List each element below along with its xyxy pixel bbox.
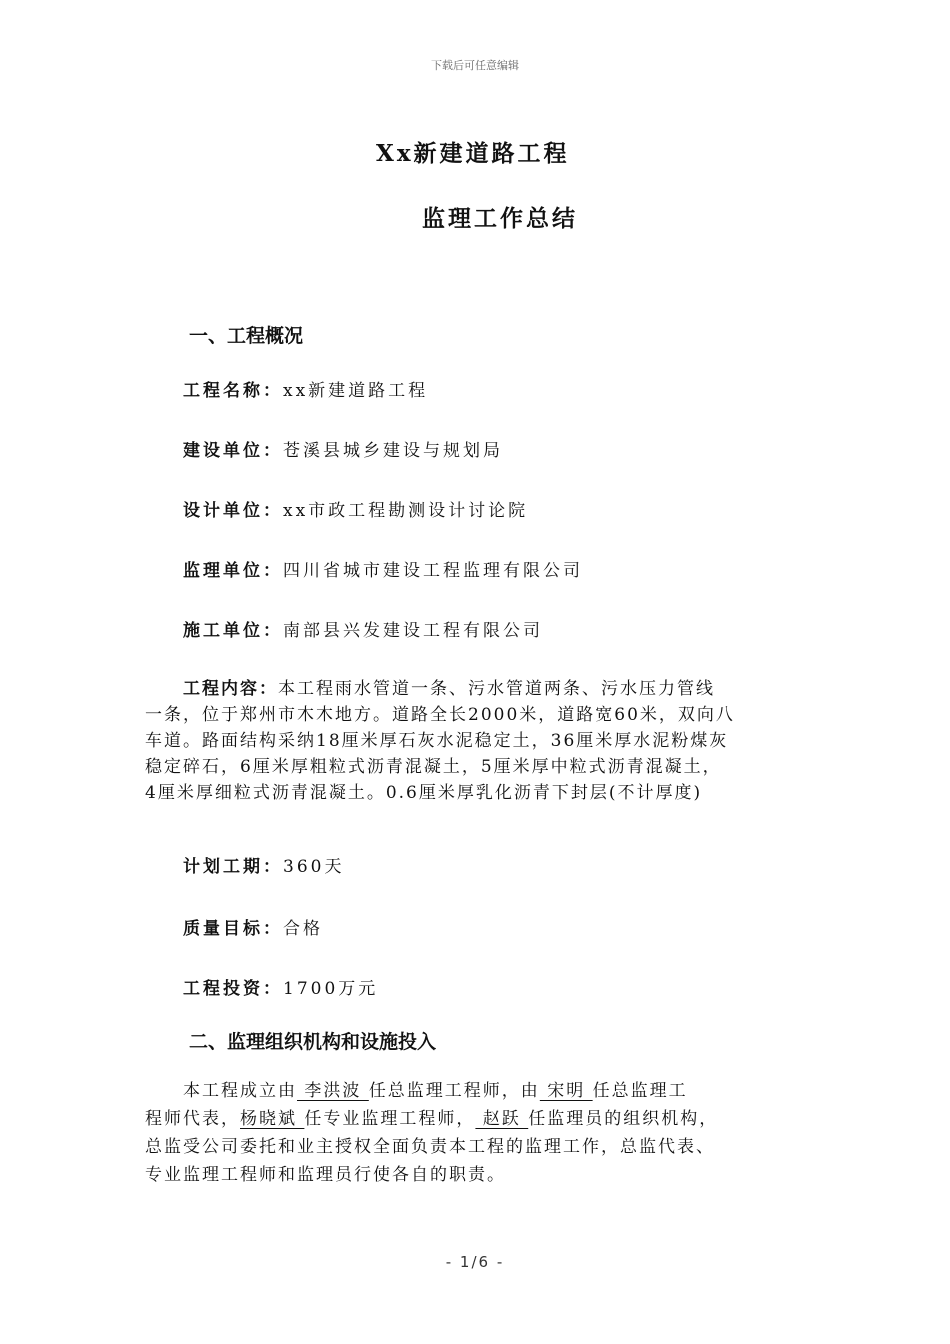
field-owner bbox=[183, 436, 503, 461]
org-text: 程师代表， bbox=[145, 1109, 240, 1129]
field-value: 苍溪县城乡建设与规划局 bbox=[283, 441, 503, 461]
field-label: 设计单位： bbox=[183, 501, 283, 521]
field-label: 工程名称： bbox=[183, 381, 283, 401]
field-value: xx新建道路工程 bbox=[283, 381, 429, 401]
content-line: 一条，位于郑州市木木地方。道路全长2000米，道路宽60米，双向八 bbox=[145, 705, 735, 725]
field-label: 建设单位： bbox=[183, 441, 283, 461]
field-label: 质量目标： bbox=[183, 919, 283, 939]
field-label: 计划工期： bbox=[183, 857, 283, 877]
org-text: 任监理员的组织机构， bbox=[528, 1109, 719, 1129]
field-supervisor-unit bbox=[183, 556, 583, 581]
org-line bbox=[183, 1078, 688, 1104]
document-subtitle: 监理工作总结 bbox=[422, 205, 578, 232]
field-value: xx市政工程勘测设计讨论院 bbox=[283, 501, 529, 521]
content-line bbox=[183, 676, 715, 702]
field-label: 工程投资： bbox=[183, 979, 283, 999]
section-heading-overview: 一、工程概况 bbox=[189, 325, 304, 347]
name-chief-engineer: 李洪波 bbox=[297, 1081, 369, 1101]
field-designer bbox=[183, 496, 528, 521]
field-value: 四川省城市建设工程监理有限公司 bbox=[283, 561, 583, 581]
name-supervisor: 赵跃 bbox=[475, 1109, 529, 1129]
section-heading-organization: 二、监理组织机构和设施投入 bbox=[189, 1031, 437, 1053]
field-project-name bbox=[183, 376, 428, 401]
field-label: 工程内容： bbox=[183, 679, 278, 699]
org-line: 总监受公司委托和业主授权全面负责本工程的监理工作，总监代表、 bbox=[145, 1137, 715, 1157]
field-value: 1700万元 bbox=[283, 979, 379, 999]
content-line: 车道。路面结构采纳18厘米厚石灰水泥稳定土，36厘米厚水泥粉煤灰 bbox=[145, 731, 729, 751]
org-text: 任总监理工程师，由 bbox=[368, 1081, 540, 1101]
name-specialist: 杨晓斌 bbox=[240, 1109, 305, 1129]
document-title: Xx新建道路工程 bbox=[376, 140, 570, 167]
field-value: 南部县兴发建设工程有限公司 bbox=[283, 621, 543, 641]
field-value: 360天 bbox=[283, 857, 345, 877]
org-line: 专业监理工程师和监理员行使各自的职责。 bbox=[145, 1165, 506, 1185]
field-contractor bbox=[183, 616, 543, 641]
field-label: 施工单位： bbox=[183, 621, 283, 641]
field-quality-target bbox=[183, 914, 323, 939]
org-line bbox=[145, 1106, 718, 1132]
field-label: 监理单位： bbox=[183, 561, 283, 581]
org-text: 任总监理工 bbox=[592, 1081, 688, 1101]
org-text: 本工程成立由 bbox=[183, 1081, 297, 1101]
field-investment bbox=[183, 974, 378, 999]
name-deputy: 宋明 bbox=[539, 1081, 593, 1101]
content-line: 稳定碎石，6厘米厚粗粒式沥青混凝土，5厘米厚中粒式沥青混凝土， bbox=[145, 757, 722, 777]
org-text: 任专业监理工程师， bbox=[304, 1109, 476, 1129]
field-schedule bbox=[183, 852, 344, 877]
content-text: 本工程雨水管道一条、污水管道两条、污水压力管线 bbox=[278, 679, 715, 699]
header-note: 下载后可任意编辑 bbox=[431, 59, 519, 72]
field-value: 合格 bbox=[283, 919, 323, 939]
page-number: - 1/6 - bbox=[445, 1253, 505, 1271]
content-line: 4厘米厚细粒式沥青混凝土。0.6厘米厚乳化沥青下封层(不计厚度) bbox=[145, 783, 703, 803]
